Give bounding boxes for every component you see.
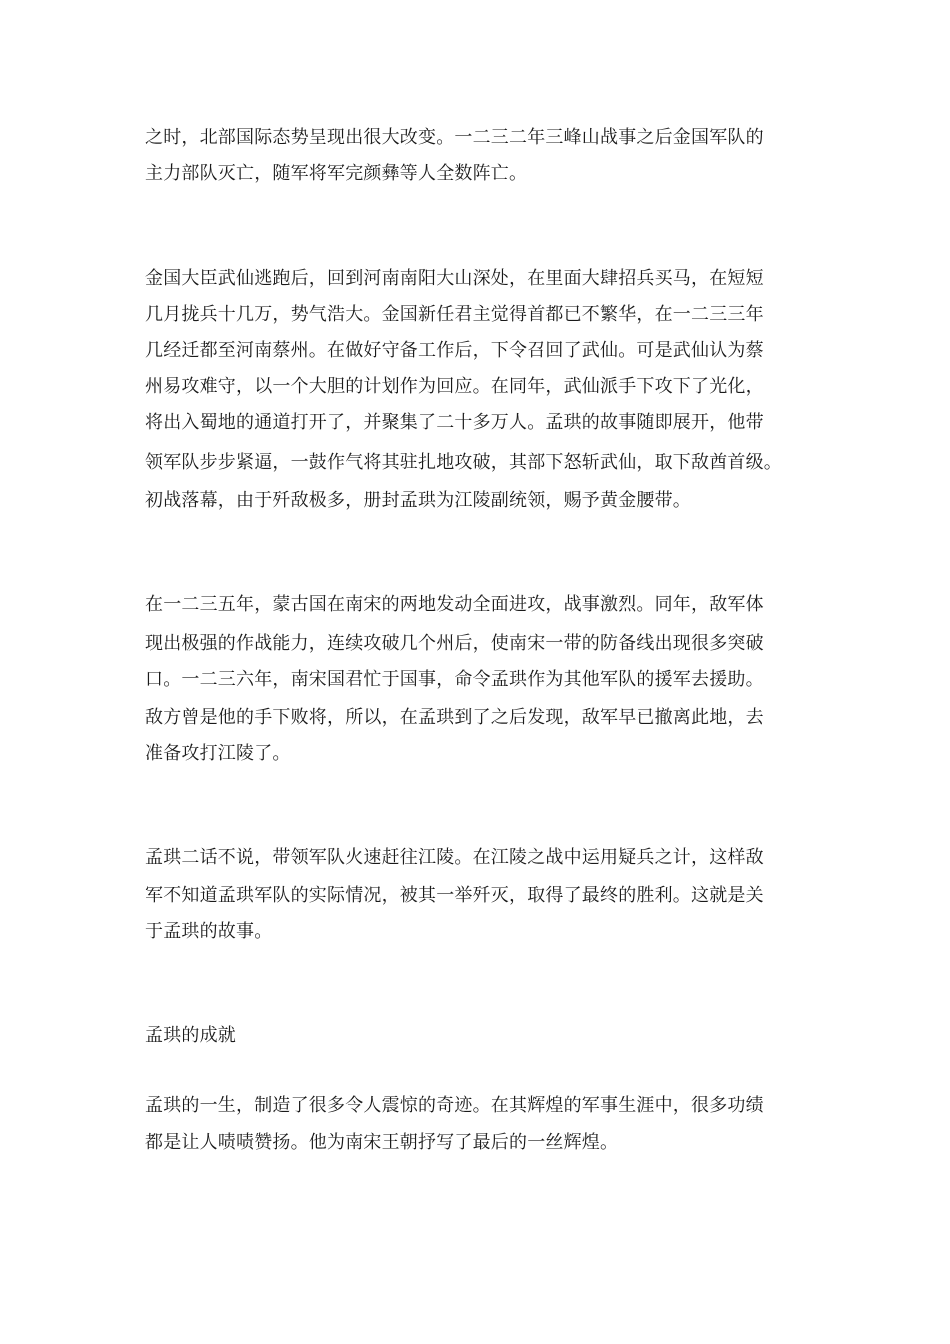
text-line: 几经迁都至河南蔡州。在做好守备工作后，下令召回了武仙。可是武仙认为蔡 xyxy=(145,340,764,361)
heading-text: 孟珙的成就 xyxy=(145,1025,236,1046)
text-line: 金国大臣武仙逃跑后，回到河南南阳大山深处，在里面大肆招兵买马，在短短 xyxy=(145,268,764,289)
text-line: 敌方曾是他的手下败将，所以，在孟珙到了之后发现，敌军早已撤离此地，去 xyxy=(145,707,764,728)
text-line: 口。一二三六年，南宋国君忙于国事，命令孟珙作为其他军队的援军去援助。 xyxy=(145,669,764,690)
text-line: 主力部队灭亡，随军将军完颜彝等人全数阵亡。 xyxy=(145,163,528,184)
text-line: 孟珙的一生，制造了很多令人震惊的奇迹。在其辉煌的军事生涯中，很多功绩 xyxy=(145,1095,764,1116)
text-line: 领军队步步紧逼，一鼓作气将其驻扎地攻破，其部下怒斩武仙，取下敌酋首级。 xyxy=(145,452,782,473)
text-line: 于孟珙的故事。 xyxy=(145,921,273,942)
text-line: 准备攻打江陵了。 xyxy=(145,743,291,764)
text-line: 都是让人啧啧赞扬。他为南宋王朝抒写了最后的一丝辉煌。 xyxy=(145,1132,619,1153)
text-line: 现出极强的作战能力，连续攻破几个州后，使南宋一带的防备线出现很多突破 xyxy=(145,633,764,654)
text-line: 将出入蜀地的通道打开了，并聚集了二十多万人。孟珙的故事随即展开，他带 xyxy=(145,412,764,433)
text-line: 初战落幕，由于歼敌极多，册封孟珙为江陵副统领，赐予黄金腰带。 xyxy=(145,490,691,511)
text-line: 州易攻难守，以一个大胆的计划作为回应。在同年，武仙派手下攻下了光化， xyxy=(145,376,764,397)
text-line: 孟珙二话不说，带领军队火速赶往江陵。在江陵之战中运用疑兵之计，这样敌 xyxy=(145,847,764,868)
text-line: 之时，北部国际态势呈现出很大改变。一二三二年三峰山战事之后金国军队的 xyxy=(145,127,764,148)
text-line: 几月拢兵十几万，势气浩大。金国新任君主觉得首都已不繁华，在一二三三年 xyxy=(145,304,764,325)
text-line: 在一二三五年，蒙古国在南宋的两地发动全面进攻，战事激烈。同年，敌军体 xyxy=(145,594,764,615)
text-line: 军不知道孟珙军队的实际情况，被其一举歼灭，取得了最终的胜利。这就是关 xyxy=(145,885,764,906)
